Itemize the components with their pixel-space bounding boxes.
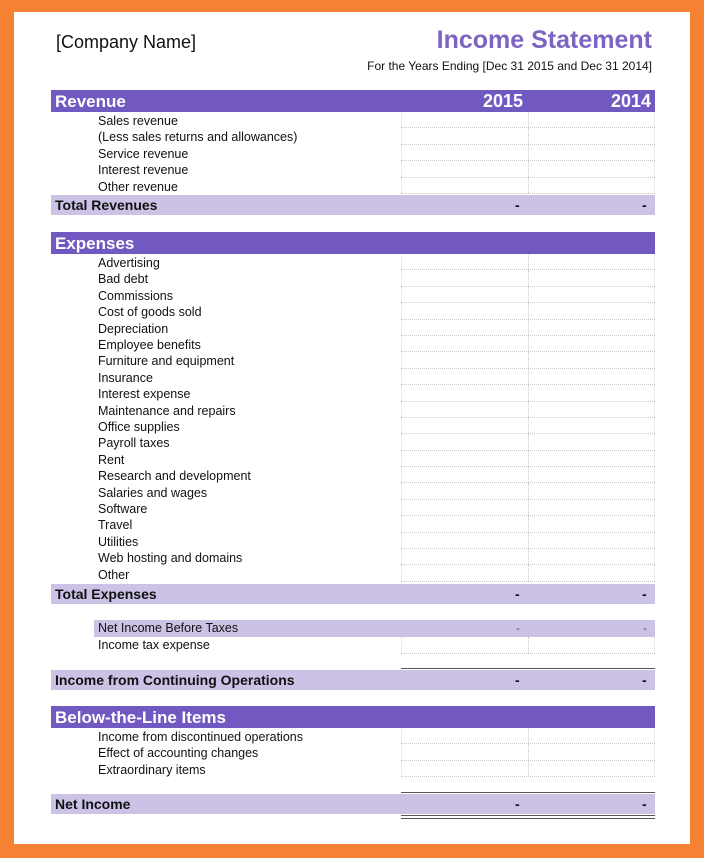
line-item-label: Commissions <box>98 288 174 303</box>
total-revenues-2014: - <box>642 197 647 213</box>
expenses-heading: Expenses <box>55 234 135 253</box>
below-the-line-heading: Below-the-Line Items <box>55 708 226 727</box>
line-item-input-row[interactable] <box>401 451 655 467</box>
total-expenses-2014: - <box>642 586 647 602</box>
net-income-double-rule-1 <box>401 815 655 816</box>
line-item-input-row[interactable] <box>401 128 655 144</box>
line-item-input-row[interactable] <box>401 434 655 450</box>
year-2015-header: 2015 <box>483 91 524 111</box>
line-item-input-row[interactable] <box>401 402 655 418</box>
line-item-input-row[interactable] <box>401 145 655 161</box>
total-revenues-label: Total Revenues <box>55 197 158 213</box>
line-item-input-row[interactable] <box>401 385 655 401</box>
line-item-input-row[interactable] <box>401 303 655 319</box>
below-the-line-header <box>51 706 655 728</box>
line-item-input-row[interactable] <box>401 161 655 177</box>
total-expenses-label: Total Expenses <box>55 586 157 602</box>
line-item-label: Advertising <box>98 256 160 270</box>
line-item-label: Utilities <box>98 534 139 549</box>
line-item-input-row[interactable] <box>401 352 655 368</box>
line-item-input-row[interactable] <box>401 744 655 760</box>
line-item-input-row[interactable] <box>401 549 655 565</box>
line-item-label: Employee benefits <box>98 338 201 352</box>
line-item-label: Interest expense <box>98 387 191 402</box>
continuing-top-rule <box>401 668 655 669</box>
line-item-label: Web hosting and domains <box>98 551 243 566</box>
line-item-input-row[interactable] <box>401 287 655 303</box>
total-expenses-row <box>51 584 655 604</box>
line-item-input-row[interactable] <box>401 270 655 286</box>
net-income-before-taxes-2014: - <box>643 621 647 635</box>
line-item-label: Travel <box>98 518 133 533</box>
line-item-input-row[interactable] <box>401 336 655 352</box>
line-item-input-row[interactable] <box>401 761 655 777</box>
continuing-operations-2014: - <box>642 672 647 688</box>
line-item-label: Research and development <box>98 469 251 484</box>
continuing-operations-2015: - <box>515 672 520 688</box>
revenue-header <box>51 90 655 112</box>
line-item-label: Service revenue <box>98 146 189 161</box>
net-income-before-taxes-label: Net Income Before Taxes <box>98 621 239 635</box>
income-tax-input-row[interactable] <box>401 637 655 654</box>
continuing-operations-row <box>51 670 655 690</box>
line-item-label: Sales revenue <box>98 114 178 128</box>
line-item-input-row[interactable] <box>401 728 655 744</box>
document-subtitle: For the Years Ending [Dec 31 2015 and Dec 31 2014] <box>367 59 652 73</box>
line-item-label: Other revenue <box>98 179 178 194</box>
expenses-input-grid[interactable] <box>401 254 655 582</box>
line-item-label: Rent <box>98 452 125 467</box>
line-item-label: Cost of goods sold <box>98 305 202 320</box>
line-item-input-row[interactable] <box>401 467 655 483</box>
document-title: Income Statement <box>436 26 652 54</box>
line-item-input-row[interactable] <box>401 112 655 128</box>
line-item-label: Interest revenue <box>98 163 189 178</box>
line-item-label: Other <box>98 567 130 582</box>
revenue-input-grid[interactable] <box>401 112 655 194</box>
total-expenses-2015: - <box>515 586 520 602</box>
net-income-before-taxes-row <box>94 620 655 637</box>
line-item-label: Salaries and wages <box>98 485 208 500</box>
company-name[interactable]: [Company Name] <box>56 32 197 52</box>
line-item-label: Insurance <box>98 370 153 385</box>
line-item-label: Furniture and equipment <box>98 354 235 369</box>
line-item-input-row[interactable] <box>401 369 655 385</box>
line-item-input-row[interactable] <box>401 565 655 581</box>
line-item-label: (Less sales returns and allowances) <box>98 130 298 145</box>
net-income-before-taxes-2015: - <box>516 621 520 635</box>
net-income-top-rule <box>401 792 655 793</box>
line-item-label: Effect of accounting changes <box>98 746 259 761</box>
net-income-double-rule-2 <box>401 818 655 819</box>
line-item-input-row[interactable] <box>401 418 655 434</box>
line-item-input-row[interactable] <box>401 483 655 499</box>
year-2014-header: 2014 <box>611 91 652 111</box>
line-item-input-row[interactable] <box>401 178 655 194</box>
line-item-label: Payroll taxes <box>98 436 170 451</box>
total-revenues-row <box>51 195 655 215</box>
line-item-input-row[interactable] <box>401 320 655 336</box>
net-income-row <box>51 794 655 814</box>
line-item-label: Extraordinary items <box>98 762 206 777</box>
net-income-label: Net Income <box>55 796 131 812</box>
line-item-label: Income from discontinued operations <box>98 730 303 744</box>
income-tax-grid[interactable] <box>401 637 655 654</box>
net-income-2014: - <box>642 796 647 812</box>
net-income-2015: - <box>515 796 520 812</box>
continuing-operations-label: Income from Continuing Operations <box>55 672 295 688</box>
below-the-line-input-grid[interactable] <box>401 728 655 777</box>
line-item-input-row[interactable] <box>401 254 655 270</box>
line-item-input-row[interactable] <box>401 533 655 549</box>
income-statement-sheet <box>14 12 690 844</box>
line-item-label: Bad debt <box>98 272 149 287</box>
total-revenues-2015: - <box>515 197 520 213</box>
line-item-label: Depreciation <box>98 321 169 336</box>
line-item-input-row[interactable] <box>401 516 655 532</box>
revenue-heading: Revenue <box>55 92 126 111</box>
line-item-input-row[interactable] <box>401 500 655 516</box>
expenses-header <box>51 232 655 254</box>
line-item-label: Maintenance and repairs <box>98 403 236 418</box>
income-tax-expense-label: Income tax expense <box>98 638 210 652</box>
line-item-label: Software <box>98 502 148 516</box>
line-item-label: Office supplies <box>98 420 180 434</box>
